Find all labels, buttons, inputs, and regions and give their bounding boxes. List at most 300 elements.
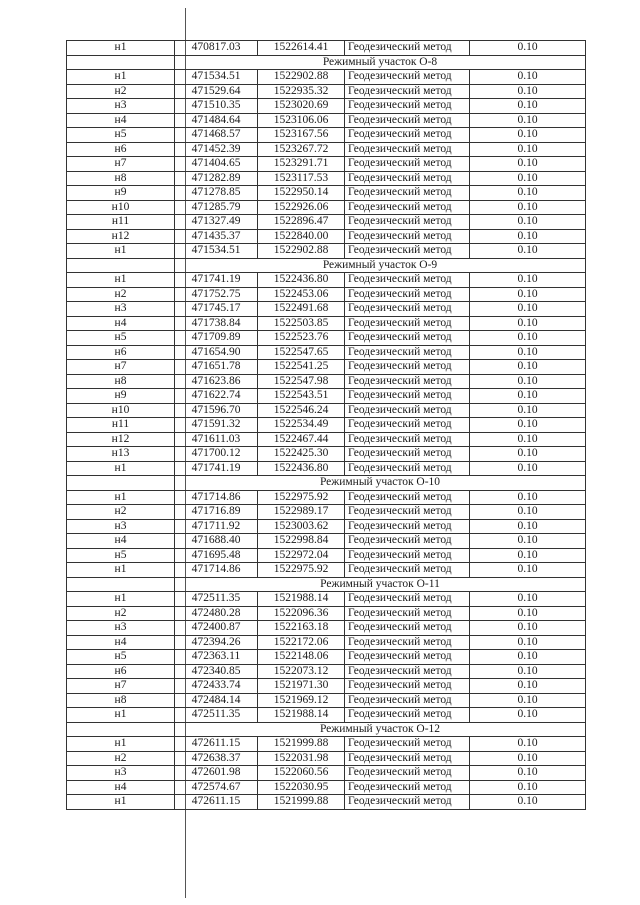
accuracy-cell: 0.10 [470, 157, 586, 172]
table-row [67, 128, 586, 143]
x-coordinate-cell: 471688.40 [175, 534, 258, 549]
y-coordinate-cell: 1522073.12 [258, 664, 345, 679]
section-header-row [67, 476, 586, 491]
point-id-cell: н1 [67, 592, 175, 607]
x-coordinate-cell: 472611.15 [175, 737, 258, 752]
accuracy-cell: 0.10 [470, 432, 586, 447]
point-id-cell: н8 [67, 374, 175, 389]
method-cell: Геодезический метод [345, 664, 470, 679]
x-coordinate-cell: 472480.28 [175, 606, 258, 621]
accuracy-cell: 0.10 [470, 273, 586, 288]
x-coordinate-cell: 471285.79 [175, 200, 258, 215]
method-cell: Геодезический метод [345, 244, 470, 259]
section-header-row [67, 55, 586, 70]
table-row [67, 200, 586, 215]
table-row [67, 418, 586, 433]
section-spacer-cell [67, 258, 175, 273]
table-row [67, 113, 586, 128]
y-coordinate-cell: 1522436.80 [258, 273, 345, 288]
x-coordinate-cell: 472484.14 [175, 693, 258, 708]
x-coordinate-cell: 472611.15 [175, 795, 258, 810]
table-row [67, 316, 586, 331]
x-coordinate-cell: 471695.48 [175, 548, 258, 563]
table-row [67, 157, 586, 172]
y-coordinate-cell: 1522546.24 [258, 403, 345, 418]
y-coordinate-cell: 1523020.69 [258, 99, 345, 114]
point-id-cell: н1 [67, 41, 175, 56]
method-cell: Геодезический метод [345, 99, 470, 114]
accuracy-cell: 0.10 [470, 360, 586, 375]
table-row [67, 505, 586, 520]
point-id-cell: н2 [67, 606, 175, 621]
x-coordinate-cell: 471529.64 [175, 84, 258, 99]
accuracy-cell: 0.10 [470, 142, 586, 157]
accuracy-cell: 0.10 [470, 316, 586, 331]
x-coordinate-cell: 471534.51 [175, 244, 258, 259]
point-id-cell: н4 [67, 534, 175, 549]
accuracy-cell: 0.10 [470, 418, 586, 433]
accuracy-cell: 0.10 [470, 780, 586, 795]
method-cell: Геодезический метод [345, 84, 470, 99]
point-id-cell: н1 [67, 708, 175, 723]
x-coordinate-cell: 471714.86 [175, 563, 258, 578]
accuracy-cell: 0.10 [470, 635, 586, 650]
y-coordinate-cell: 1523291.71 [258, 157, 345, 172]
method-cell: Геодезический метод [345, 418, 470, 433]
method-cell: Геодезический метод [345, 403, 470, 418]
method-cell: Геодезический метод [345, 693, 470, 708]
accuracy-cell: 0.10 [470, 751, 586, 766]
method-cell: Геодезический метод [345, 142, 470, 157]
y-coordinate-cell: 1522541.25 [258, 360, 345, 375]
method-cell: Геодезический метод [345, 519, 470, 534]
y-coordinate-cell: 1522896.47 [258, 215, 345, 230]
x-coordinate-cell: 471404.65 [175, 157, 258, 172]
point-id-cell: н3 [67, 519, 175, 534]
table-row [67, 766, 586, 781]
y-coordinate-cell: 1523167.56 [258, 128, 345, 143]
point-id-cell: н11 [67, 418, 175, 433]
point-id-cell: н10 [67, 403, 175, 418]
method-cell: Геодезический метод [345, 331, 470, 346]
x-coordinate-cell: 471534.51 [175, 70, 258, 85]
method-cell: Геодезический метод [345, 751, 470, 766]
table-row [67, 679, 586, 694]
table-row [67, 302, 586, 317]
accuracy-cell: 0.10 [470, 171, 586, 186]
point-id-cell: н8 [67, 171, 175, 186]
table-row [67, 737, 586, 752]
x-coordinate-cell: 472511.35 [175, 592, 258, 607]
section-spacer-cell [67, 577, 175, 592]
method-cell: Геодезический метод [345, 534, 470, 549]
point-id-cell: н3 [67, 302, 175, 317]
method-cell: Геодезический метод [345, 345, 470, 360]
point-id-cell: н1 [67, 737, 175, 752]
x-coordinate-cell: 471709.89 [175, 331, 258, 346]
table-row [67, 548, 586, 563]
x-coordinate-cell: 471623.86 [175, 374, 258, 389]
accuracy-cell: 0.10 [470, 41, 586, 56]
method-cell: Геодезический метод [345, 287, 470, 302]
table-row [67, 229, 586, 244]
y-coordinate-cell: 1522172.06 [258, 635, 345, 650]
x-coordinate-cell: 471622.74 [175, 389, 258, 404]
y-coordinate-cell: 1522547.98 [258, 374, 345, 389]
y-coordinate-cell: 1523117.53 [258, 171, 345, 186]
table-row [67, 389, 586, 404]
x-coordinate-cell: 471452.39 [175, 142, 258, 157]
accuracy-cell: 0.10 [470, 737, 586, 752]
table-row [67, 186, 586, 201]
point-id-cell: н11 [67, 215, 175, 230]
table-row [67, 795, 586, 810]
table-row [67, 374, 586, 389]
x-coordinate-cell: 471611.03 [175, 432, 258, 447]
point-id-cell: н7 [67, 679, 175, 694]
x-coordinate-cell: 471484.64 [175, 113, 258, 128]
y-coordinate-cell: 1522989.17 [258, 505, 345, 520]
coordinates-table [66, 40, 586, 810]
table-row [67, 244, 586, 259]
x-coordinate-cell: 471327.49 [175, 215, 258, 230]
point-id-cell: н3 [67, 621, 175, 636]
point-id-cell: н13 [67, 447, 175, 462]
y-coordinate-cell: 1521988.14 [258, 708, 345, 723]
y-coordinate-cell: 1522614.41 [258, 41, 345, 56]
y-coordinate-cell: 1522030.95 [258, 780, 345, 795]
accuracy-cell: 0.10 [470, 679, 586, 694]
method-cell: Геодезический метод [345, 186, 470, 201]
section-header-row [67, 577, 586, 592]
table-row [67, 215, 586, 230]
y-coordinate-cell: 1522998.84 [258, 534, 345, 549]
accuracy-cell: 0.10 [470, 548, 586, 563]
table-row [67, 606, 586, 621]
point-id-cell: н1 [67, 563, 175, 578]
x-coordinate-cell: 471282.89 [175, 171, 258, 186]
method-cell: Геодезический метод [345, 389, 470, 404]
y-coordinate-cell: 1522503.85 [258, 316, 345, 331]
point-id-cell: н2 [67, 287, 175, 302]
table-row [67, 432, 586, 447]
accuracy-cell: 0.10 [470, 70, 586, 85]
y-coordinate-cell: 1521999.88 [258, 737, 345, 752]
y-coordinate-cell: 1522975.92 [258, 490, 345, 505]
point-id-cell: н5 [67, 128, 175, 143]
point-id-cell: н12 [67, 229, 175, 244]
accuracy-cell: 0.10 [470, 244, 586, 259]
table-row [67, 403, 586, 418]
point-id-cell: н2 [67, 84, 175, 99]
x-coordinate-cell: 471651.78 [175, 360, 258, 375]
table-row [67, 693, 586, 708]
point-id-cell: н6 [67, 142, 175, 157]
section-title: Режимный участок О-10 [175, 476, 586, 491]
point-id-cell: н1 [67, 461, 175, 476]
method-cell: Геодезический метод [345, 548, 470, 563]
x-coordinate-cell: 471714.86 [175, 490, 258, 505]
accuracy-cell: 0.10 [470, 302, 586, 317]
table-row [67, 635, 586, 650]
point-id-cell: н7 [67, 157, 175, 172]
x-coordinate-cell: 471700.12 [175, 447, 258, 462]
x-coordinate-cell: 470817.03 [175, 41, 258, 56]
point-id-cell: н6 [67, 664, 175, 679]
x-coordinate-cell: 471745.17 [175, 302, 258, 317]
y-coordinate-cell: 1522902.88 [258, 244, 345, 259]
x-coordinate-cell: 472433.74 [175, 679, 258, 694]
method-cell: Геодезический метод [345, 316, 470, 331]
point-id-cell: н12 [67, 432, 175, 447]
y-coordinate-cell: 1522436.80 [258, 461, 345, 476]
y-coordinate-cell: 1522950.14 [258, 186, 345, 201]
accuracy-cell: 0.10 [470, 331, 586, 346]
method-cell: Геодезический метод [345, 737, 470, 752]
coordinates-table-body [67, 41, 586, 810]
accuracy-cell: 0.10 [470, 229, 586, 244]
y-coordinate-cell: 1523267.72 [258, 142, 345, 157]
method-cell: Геодезический метод [345, 679, 470, 694]
method-cell: Геодезический метод [345, 432, 470, 447]
accuracy-cell: 0.10 [470, 693, 586, 708]
accuracy-cell: 0.10 [470, 447, 586, 462]
table-row [67, 708, 586, 723]
table-row [67, 331, 586, 346]
table-row [67, 84, 586, 99]
accuracy-cell: 0.10 [470, 650, 586, 665]
y-coordinate-cell: 1521971.30 [258, 679, 345, 694]
table-row [67, 70, 586, 85]
x-coordinate-cell: 472511.35 [175, 708, 258, 723]
method-cell: Геодезический метод [345, 229, 470, 244]
point-id-cell: н9 [67, 186, 175, 201]
point-id-cell: н6 [67, 345, 175, 360]
y-coordinate-cell: 1522935.32 [258, 84, 345, 99]
y-coordinate-cell: 1522543.51 [258, 389, 345, 404]
method-cell: Геодезический метод [345, 215, 470, 230]
method-cell: Геодезический метод [345, 360, 470, 375]
point-id-cell: н5 [67, 650, 175, 665]
table-row [67, 447, 586, 462]
accuracy-cell: 0.10 [470, 519, 586, 534]
accuracy-cell: 0.10 [470, 592, 586, 607]
method-cell: Геодезический метод [345, 780, 470, 795]
table-row [67, 345, 586, 360]
section-spacer-cell [67, 476, 175, 491]
method-cell: Геодезический метод [345, 650, 470, 665]
point-id-cell: н4 [67, 635, 175, 650]
y-coordinate-cell: 1522096.36 [258, 606, 345, 621]
method-cell: Геодезический метод [345, 171, 470, 186]
point-id-cell: н1 [67, 490, 175, 505]
y-coordinate-cell: 1521988.14 [258, 592, 345, 607]
accuracy-cell: 0.10 [470, 505, 586, 520]
table-row [67, 490, 586, 505]
table-row [67, 519, 586, 534]
method-cell: Геодезический метод [345, 128, 470, 143]
x-coordinate-cell: 471510.35 [175, 99, 258, 114]
y-coordinate-cell: 1522972.04 [258, 548, 345, 563]
y-coordinate-cell: 1522902.88 [258, 70, 345, 85]
point-id-cell: н2 [67, 751, 175, 766]
point-id-cell: н5 [67, 331, 175, 346]
y-coordinate-cell: 1522523.76 [258, 331, 345, 346]
table-row [67, 751, 586, 766]
method-cell: Геодезический метод [345, 563, 470, 578]
table-row [67, 592, 586, 607]
section-title: Режимный участок О-8 [175, 55, 586, 70]
y-coordinate-cell: 1522163.18 [258, 621, 345, 636]
method-cell: Геодезический метод [345, 490, 470, 505]
x-coordinate-cell: 471716.89 [175, 505, 258, 520]
method-cell: Геодезический метод [345, 635, 470, 650]
accuracy-cell: 0.10 [470, 708, 586, 723]
accuracy-cell: 0.10 [470, 461, 586, 476]
table-row [67, 360, 586, 375]
table-row [67, 780, 586, 795]
accuracy-cell: 0.10 [470, 621, 586, 636]
point-id-cell: н4 [67, 113, 175, 128]
x-coordinate-cell: 471738.84 [175, 316, 258, 331]
method-cell: Геодезический метод [345, 302, 470, 317]
x-coordinate-cell: 472400.87 [175, 621, 258, 636]
table-row [67, 664, 586, 679]
section-title: Режимный участок О-9 [175, 258, 586, 273]
accuracy-cell: 0.10 [470, 490, 586, 505]
method-cell: Геодезический метод [345, 592, 470, 607]
y-coordinate-cell: 1522534.49 [258, 418, 345, 433]
y-coordinate-cell: 1522840.00 [258, 229, 345, 244]
table-row [67, 273, 586, 288]
table-row [67, 287, 586, 302]
point-id-cell: н1 [67, 70, 175, 85]
accuracy-cell: 0.10 [470, 84, 586, 99]
method-cell: Геодезический метод [345, 273, 470, 288]
x-coordinate-cell: 471741.19 [175, 273, 258, 288]
point-id-cell: н2 [67, 505, 175, 520]
y-coordinate-cell: 1522975.92 [258, 563, 345, 578]
section-title: Режимный участок О-12 [175, 722, 586, 737]
point-id-cell: н7 [67, 360, 175, 375]
point-id-cell: н1 [67, 795, 175, 810]
method-cell: Геодезический метод [345, 447, 470, 462]
table-row [67, 142, 586, 157]
accuracy-cell: 0.10 [470, 113, 586, 128]
accuracy-cell: 0.10 [470, 766, 586, 781]
accuracy-cell: 0.10 [470, 200, 586, 215]
x-coordinate-cell: 472601.98 [175, 766, 258, 781]
x-coordinate-cell: 471654.90 [175, 345, 258, 360]
section-header-row [67, 258, 586, 273]
table-row [67, 650, 586, 665]
accuracy-cell: 0.10 [470, 374, 586, 389]
y-coordinate-cell: 1522467.44 [258, 432, 345, 447]
x-coordinate-cell: 471752.75 [175, 287, 258, 302]
method-cell: Геодезический метод [345, 606, 470, 621]
x-coordinate-cell: 471596.70 [175, 403, 258, 418]
x-coordinate-cell: 471741.19 [175, 461, 258, 476]
point-id-cell: н3 [67, 99, 175, 114]
method-cell: Геодезический метод [345, 708, 470, 723]
section-spacer-cell [67, 55, 175, 70]
y-coordinate-cell: 1521999.88 [258, 795, 345, 810]
section-header-row [67, 722, 586, 737]
method-cell: Геодезический метод [345, 374, 470, 389]
point-id-cell: н4 [67, 316, 175, 331]
accuracy-cell: 0.10 [470, 403, 586, 418]
accuracy-cell: 0.10 [470, 795, 586, 810]
table-row [67, 41, 586, 56]
y-coordinate-cell: 1522926.06 [258, 200, 345, 215]
accuracy-cell: 0.10 [470, 99, 586, 114]
x-coordinate-cell: 471711.92 [175, 519, 258, 534]
y-coordinate-cell: 1522547.65 [258, 345, 345, 360]
x-coordinate-cell: 472574.67 [175, 780, 258, 795]
method-cell: Геодезический метод [345, 461, 470, 476]
table-row [67, 171, 586, 186]
y-coordinate-cell: 1522491.68 [258, 302, 345, 317]
method-cell: Геодезический метод [345, 70, 470, 85]
method-cell: Геодезический метод [345, 157, 470, 172]
accuracy-cell: 0.10 [470, 186, 586, 201]
y-coordinate-cell: 1523003.62 [258, 519, 345, 534]
accuracy-cell: 0.10 [470, 664, 586, 679]
accuracy-cell: 0.10 [470, 606, 586, 621]
y-coordinate-cell: 1522453.06 [258, 287, 345, 302]
table-row [67, 461, 586, 476]
x-coordinate-cell: 472363.11 [175, 650, 258, 665]
accuracy-cell: 0.10 [470, 563, 586, 578]
table-row [67, 621, 586, 636]
accuracy-cell: 0.10 [470, 128, 586, 143]
section-spacer-cell [67, 722, 175, 737]
point-id-cell: н1 [67, 244, 175, 259]
point-id-cell: н4 [67, 780, 175, 795]
y-coordinate-cell: 1521969.12 [258, 693, 345, 708]
y-coordinate-cell: 1522031.98 [258, 751, 345, 766]
point-id-cell: н3 [67, 766, 175, 781]
method-cell: Геодезический метод [345, 41, 470, 56]
accuracy-cell: 0.10 [470, 345, 586, 360]
point-id-cell: н8 [67, 693, 175, 708]
y-coordinate-cell: 1522148.06 [258, 650, 345, 665]
point-id-cell: н5 [67, 548, 175, 563]
point-id-cell: н1 [67, 273, 175, 288]
table-row [67, 563, 586, 578]
method-cell: Геодезический метод [345, 200, 470, 215]
method-cell: Геодезический метод [345, 113, 470, 128]
accuracy-cell: 0.10 [470, 534, 586, 549]
point-id-cell: н10 [67, 200, 175, 215]
section-title: Режимный участок О-11 [175, 577, 586, 592]
accuracy-cell: 0.10 [470, 389, 586, 404]
y-coordinate-cell: 1523106.06 [258, 113, 345, 128]
x-coordinate-cell: 472638.37 [175, 751, 258, 766]
x-coordinate-cell: 471278.85 [175, 186, 258, 201]
x-coordinate-cell: 472340.85 [175, 664, 258, 679]
accuracy-cell: 0.10 [470, 215, 586, 230]
x-coordinate-cell: 471591.32 [175, 418, 258, 433]
table-row [67, 534, 586, 549]
method-cell: Геодезический метод [345, 505, 470, 520]
x-coordinate-cell: 472394.26 [175, 635, 258, 650]
x-coordinate-cell: 471468.57 [175, 128, 258, 143]
y-coordinate-cell: 1522425.30 [258, 447, 345, 462]
accuracy-cell: 0.10 [470, 287, 586, 302]
x-coordinate-cell: 471435.37 [175, 229, 258, 244]
table-row [67, 99, 586, 114]
